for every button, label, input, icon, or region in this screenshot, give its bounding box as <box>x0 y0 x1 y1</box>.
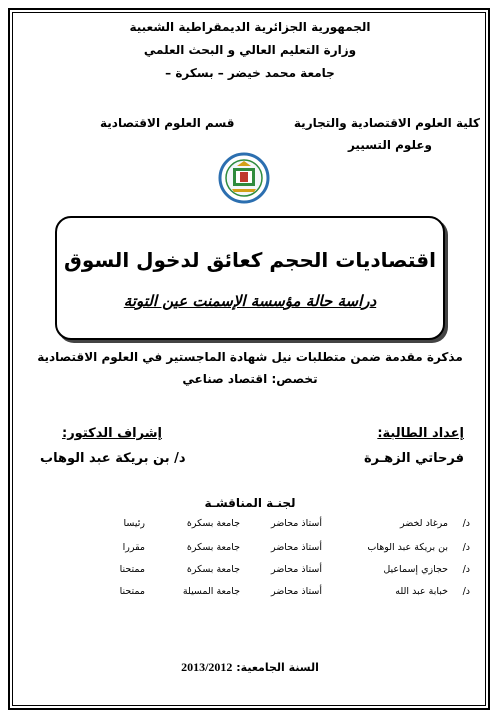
university-line: جامعة محمد خيضر – بسكرة – <box>165 66 335 80</box>
republic-line: الجمهورية الجزائرية الديمقراطية الشعبية <box>129 20 371 34</box>
jury-row <box>70 586 470 602</box>
jury-member-university: جامعة المسيلة <box>182 586 240 597</box>
jury-prefix: د/ <box>462 564 470 575</box>
academic-year-value: 2013/2012 <box>181 660 233 674</box>
jury-prefix: د/ <box>462 542 470 553</box>
academic-year-label: السنة الجامعية: <box>236 661 319 674</box>
thesis-title: اقتصاديات الحجم كعائق لدخول السوق <box>64 248 436 272</box>
supervisor-label: إشراف الدكتور: <box>62 426 162 441</box>
jury-prefix: د/ <box>462 586 470 597</box>
jury-member-rank: أستاذ محاضر <box>270 542 322 553</box>
jury-title: لجنـة المناقشـة <box>204 496 296 510</box>
thesis-subtitle: دراسة حالة مؤسسة الإسمنت عين التوتة <box>123 292 377 310</box>
jury-member-rank: أستاذ محاضر <box>270 564 322 575</box>
student-name: فرحاتي الزهـرة <box>363 451 464 466</box>
jury-row <box>70 518 470 534</box>
jury-row <box>70 564 470 580</box>
memo-line: مذكرة مقدمة ضمن متطلبات نيل شهادة الماجستير في العلوم الاقتصادية <box>37 350 463 364</box>
ministry-line: وزارة التعليم العالي و البحث العلمي <box>143 43 357 57</box>
jury-member-name: حجازي إسماعيل <box>383 564 448 575</box>
jury-member-name: بن بريكة عبد الوهاب <box>367 542 448 553</box>
supervisor-name: د/ بن بريكة عبد الوهاب <box>40 451 186 466</box>
jury-member-name: خبابة عبد الله <box>395 586 448 597</box>
jury-member-role: مقررا <box>122 542 145 553</box>
faculty-line-1: كلية العلوم الاقتصادية والتجارية <box>293 116 480 130</box>
faculty-line-2: وعلوم التسيير <box>347 138 432 152</box>
jury-member-name: مرغاد لخضر <box>400 518 448 529</box>
jury-member-rank: أستاذ محاضر <box>270 518 322 529</box>
student-label: إعداد الطالبة: <box>377 426 464 441</box>
jury-member-university: جامعة بسكرة <box>186 518 240 529</box>
department-line: قسم العلوم الاقتصادية <box>100 116 235 130</box>
jury-member-university: جامعة بسكرة <box>186 542 240 553</box>
jury-member-university: جامعة بسكرة <box>186 564 240 575</box>
jury-member-rank: أستاذ محاضر <box>270 586 322 597</box>
jury-member-role: رئيسا <box>123 518 145 529</box>
jury-row <box>70 542 470 558</box>
jury-member-role: ممتحنا <box>119 586 145 597</box>
academic-year <box>0 660 500 675</box>
jury-member-role: ممتحنا <box>119 564 145 575</box>
jury-prefix: د/ <box>462 518 470 529</box>
specialty-line: تخصص: اقتصاد صناعي <box>182 372 318 386</box>
university-emblem-icon <box>218 152 270 204</box>
thesis-title-box <box>55 216 445 340</box>
